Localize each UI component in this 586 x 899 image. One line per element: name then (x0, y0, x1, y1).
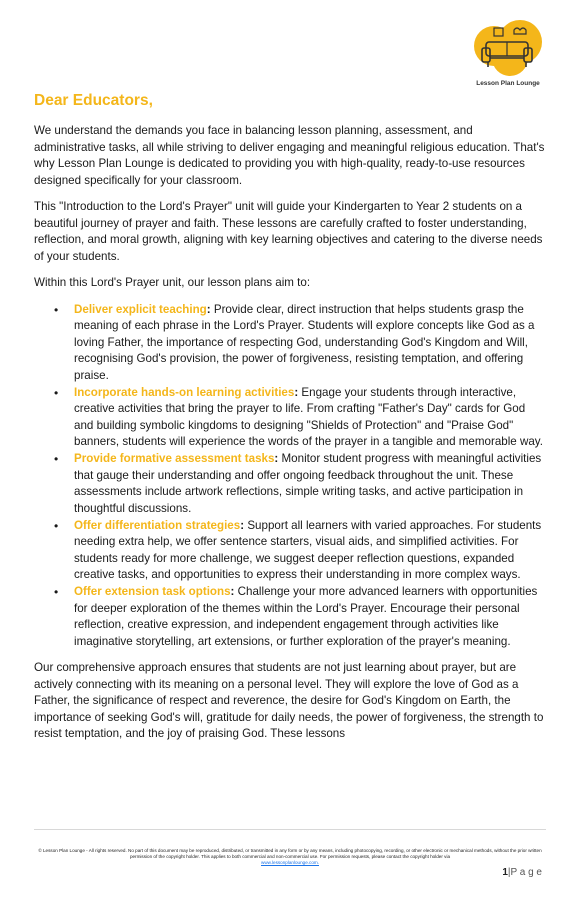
aims-intro: Within this Lord's Prayer unit, our lesson plans aim to: (34, 276, 311, 289)
page-number-value: 1 (502, 867, 508, 878)
list-item (54, 518, 546, 584)
aim-separator: : (274, 452, 279, 465)
closing-paragraph: Our comprehensive approach ensures that students are not just learning about prayer, but are actively connecting with its meaning on a personal level. They will explore the love of God as a Father, the significance of respect and reverence, the desire for God's Kingdom on Earth, the importance of seeking God's will, gratitude for daily needs, the power of forgiveness, the strength to resist temptation, and the joy of praising God. These lessons (34, 661, 544, 740)
aim-text: Engage your students through interactive, creative activities that bring the prayer to life. From crafting "Father's Day" cards for God and building symbolic kingdoms to designing "Shields of Protection" and "Praise God" banners, students will experience the words of the prayer in a tangible and memorable way. (74, 385, 543, 448)
brand-name: Lesson Plan Lounge (476, 80, 540, 87)
page-number-separator: | (507, 867, 511, 878)
list-item (54, 385, 546, 451)
footer-divider (34, 829, 546, 830)
copyright-text: © Lesson Plan Lounge - All rights reserved. No part of this document may be reproduced, distributed, or transmitted in any form or by any means, including photocopying, recording, or other electronic or mechanical methods, without the prior written permission of the copyright holder. This applies to both commercial and non-commercial use. For permission requests, please contact the copyright holder via (38, 848, 542, 859)
aim-separator: : (230, 585, 235, 598)
list-item (54, 302, 546, 385)
letter-body (34, 92, 546, 753)
page-number (502, 867, 542, 878)
aim-title: Offer extension task options (74, 585, 231, 598)
bullet-icon: • (54, 585, 59, 599)
list-item (54, 451, 546, 517)
aim-text: Support all learners with varied approaches. For students needing extra help, we offer sentence starters, visual aids, and simplified activities. For students ready for more challenge, we suggest deeper reflection questions, expanded creative tasks, and opportunities to express their understanding in more complex ways. (74, 518, 542, 581)
footer-copyright (38, 848, 542, 866)
website-link[interactable]: www.lessonplanlounge.com. (261, 860, 319, 865)
aim-title: Provide formative assessment tasks (74, 452, 275, 465)
bullet-icon: • (54, 302, 59, 317)
aim-separator: : (206, 302, 211, 316)
greeting-heading: Dear Educators, (34, 92, 153, 109)
aim-title: Offer differentiation strategies (74, 518, 241, 532)
aim-separator: : (240, 518, 245, 532)
page-label: P a g e (510, 867, 542, 878)
aim-text: Challenge your more advanced learners with opportunities for deeper exploration of the themes within the Lord's Prayer. Encourage their personal reflection, creative expression, and independent engagement through activities like imaginative storytelling, art extensions, or further exploration of the prayer's meaning. (74, 585, 538, 648)
bullet-icon: • (54, 452, 59, 466)
bullet-icon: • (54, 385, 59, 400)
aims-list (34, 302, 546, 651)
bullet-icon: • (54, 518, 59, 533)
aim-title: Deliver explicit teaching (74, 302, 207, 316)
aim-separator: : (294, 385, 299, 399)
sofa-icon (472, 18, 544, 80)
unit-paragraph: This "Introduction to the Lord's Prayer" unit will guide your Kindergarten to Year 2 students on a beautiful journey of prayer and faith. These lessons are carefully crafted to foster understanding, reflection, and moral growth, aligning with key learning objectives and catering to the diverse needs of your students. (34, 200, 543, 263)
list-item (54, 584, 546, 650)
intro-paragraph: We understand the demands you face in balancing lesson planning, assessment, and administrative tasks, all while striving to deliver engaging and meaningful religious education. That's why Lesson Plan Lounge is dedicated to providing you with high-quality, ready-to-use resources designed specifically for your classroom. (34, 124, 545, 187)
aim-text: Monitor student progress with meaningful activities that gauge their understanding and offer ongoing feedback throughout the unit. These assessments include artwork reflections, simple writing tasks, and active participation in thoughtful discussions. (74, 452, 542, 515)
aim-text: Provide clear, direct instruction that helps students grasp the meaning of each phrase in the Lord's Prayer. Students will explore concepts like God as a loving Father, the importance of respecting God, understanding God's Kingdom and Will, recognising God's provision, the power of forgiveness, resisting temptation, and offering praise. (74, 302, 535, 382)
aim-title: Incorporate hands-on learning activities (74, 385, 295, 399)
